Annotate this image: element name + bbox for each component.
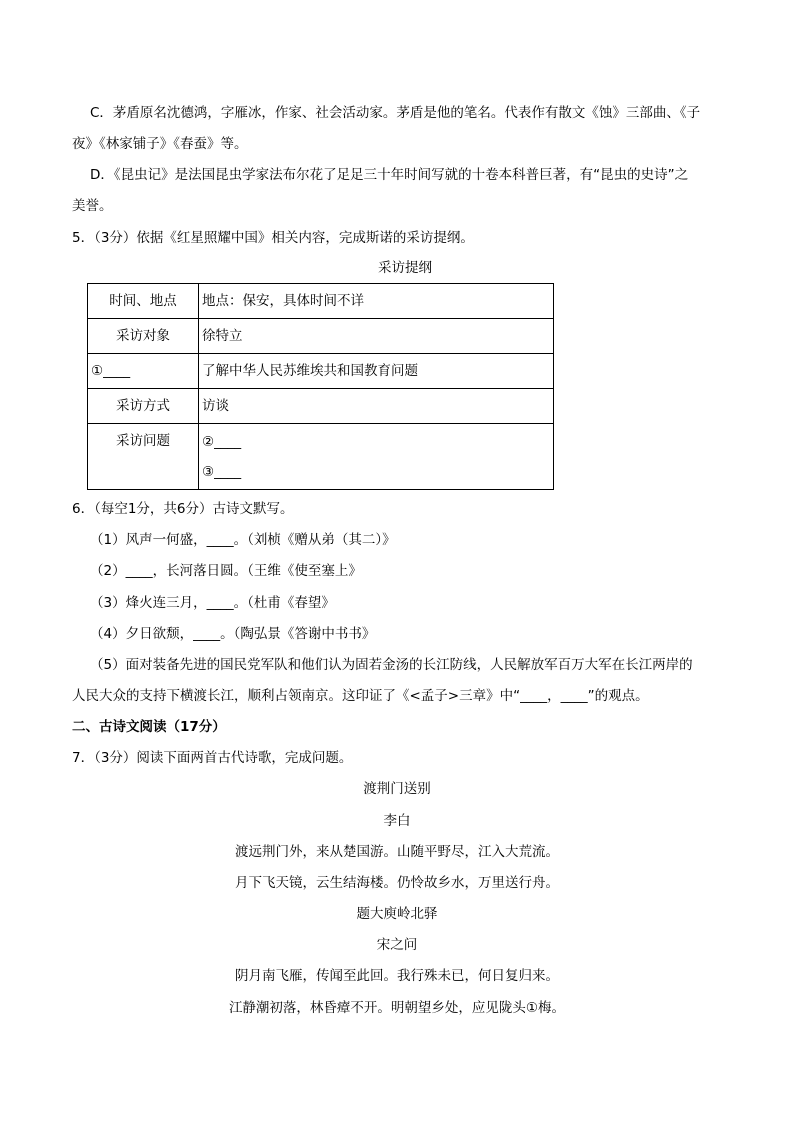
poem-2-line-1: 阴月南飞雁，传闻至此回。我行殊未已，何日复归来。 xyxy=(235,968,559,984)
poem-2-author: 宋之问 xyxy=(376,937,418,953)
table-caption: 采访提纲 xyxy=(378,260,432,276)
section-2-heading: 二、古诗文阅读（17分） xyxy=(72,719,226,735)
option-c-line1: C．茅盾原名沈德鸿，字雁冰，作家、社会活动家。茅盾是他的笔名。代表作有散文《蚀》三部曲、《子 xyxy=(90,105,701,121)
row-label: 时间、地点 xyxy=(88,284,199,319)
question-6-item-3: （3）烽火连三月，____。（杜甫《春望》 xyxy=(90,595,335,611)
question-6-item-4: （4）夕日欲颓，____。（陶弘景《答谢中书书》 xyxy=(90,626,376,642)
question-6-item-1: （1）风声一何盛，____。（刘桢《赠从弟（其二）》 xyxy=(90,532,396,548)
table-row xyxy=(88,354,554,389)
question-6-item-2: （2）____，长河落日圆。（王维《使至塞上》 xyxy=(90,563,362,579)
table-row xyxy=(88,389,554,424)
question-6: 6．（每空1分，共6分）古诗文默写。 xyxy=(72,501,294,517)
row-value: 访谈 xyxy=(199,389,554,424)
poem-1-line-1: 渡远荆门外，来从楚国游。山随平野尽，江入大荒流。 xyxy=(235,844,559,860)
row-label: 采访方式 xyxy=(88,389,199,424)
question-5: 5．（3分）依据《红星照耀中国》相关内容，完成斯诺的采访提纲。 xyxy=(72,230,474,246)
table-row xyxy=(88,424,554,490)
question-6-item-5-line1: （5）面对装备先进的国民党军队和他们认为固若金汤的长江防线，人民解放军百万大军在长江两岸的 xyxy=(90,657,693,673)
poem-1-line-2: 月下飞天镜，云生结海楼。仍怜故乡水，万里送行舟。 xyxy=(235,875,559,891)
answer-blank-3[interactable]: ③____ xyxy=(202,463,242,480)
row-label: 采访问题 xyxy=(88,424,199,490)
poem-2-line-2: 江静潮初落，林昏瘴不开。明朝望乡处，应见陇头①梅。 xyxy=(228,1000,566,1016)
option-d-line2: 美誉。 xyxy=(72,198,113,214)
answer-blank-2[interactable]: ②____ xyxy=(202,433,242,450)
row-value: 地点：保安，具体时间不详 xyxy=(199,284,554,319)
row-label: 采访对象 xyxy=(88,319,199,354)
row-value: 徐特立 xyxy=(199,319,554,354)
interview-outline-table xyxy=(87,283,554,490)
row-value: 了解中华人民苏维埃共和国教育问题 xyxy=(199,354,554,389)
row-label-blank[interactable]: ①____ xyxy=(88,354,199,389)
poem-1-title: 渡荆门送别 xyxy=(363,781,431,797)
poem-2-title: 题大庾岭北驿 xyxy=(356,906,438,922)
question-6-item-5-line2: 人民大众的支持下横渡长江，顺利占领南京。这印证了《<孟子>三章》中“____，____”的观点。 xyxy=(72,688,649,704)
row-value-list xyxy=(199,424,554,490)
poem-1-author: 李白 xyxy=(383,813,411,829)
table-row xyxy=(88,284,554,319)
option-d-line1: D．《昆虫记》是法国昆虫学家法布尔花了足足三十年时间写就的十卷本科普巨著，有“昆虫的史诗”之 xyxy=(90,167,689,183)
option-c-line2: 夜》《林家铺子》《春蚕》等。 xyxy=(72,136,248,152)
table-row xyxy=(88,319,554,354)
question-7: 7．（3分）阅读下面两首古代诗歌，完成问题。 xyxy=(72,750,353,766)
